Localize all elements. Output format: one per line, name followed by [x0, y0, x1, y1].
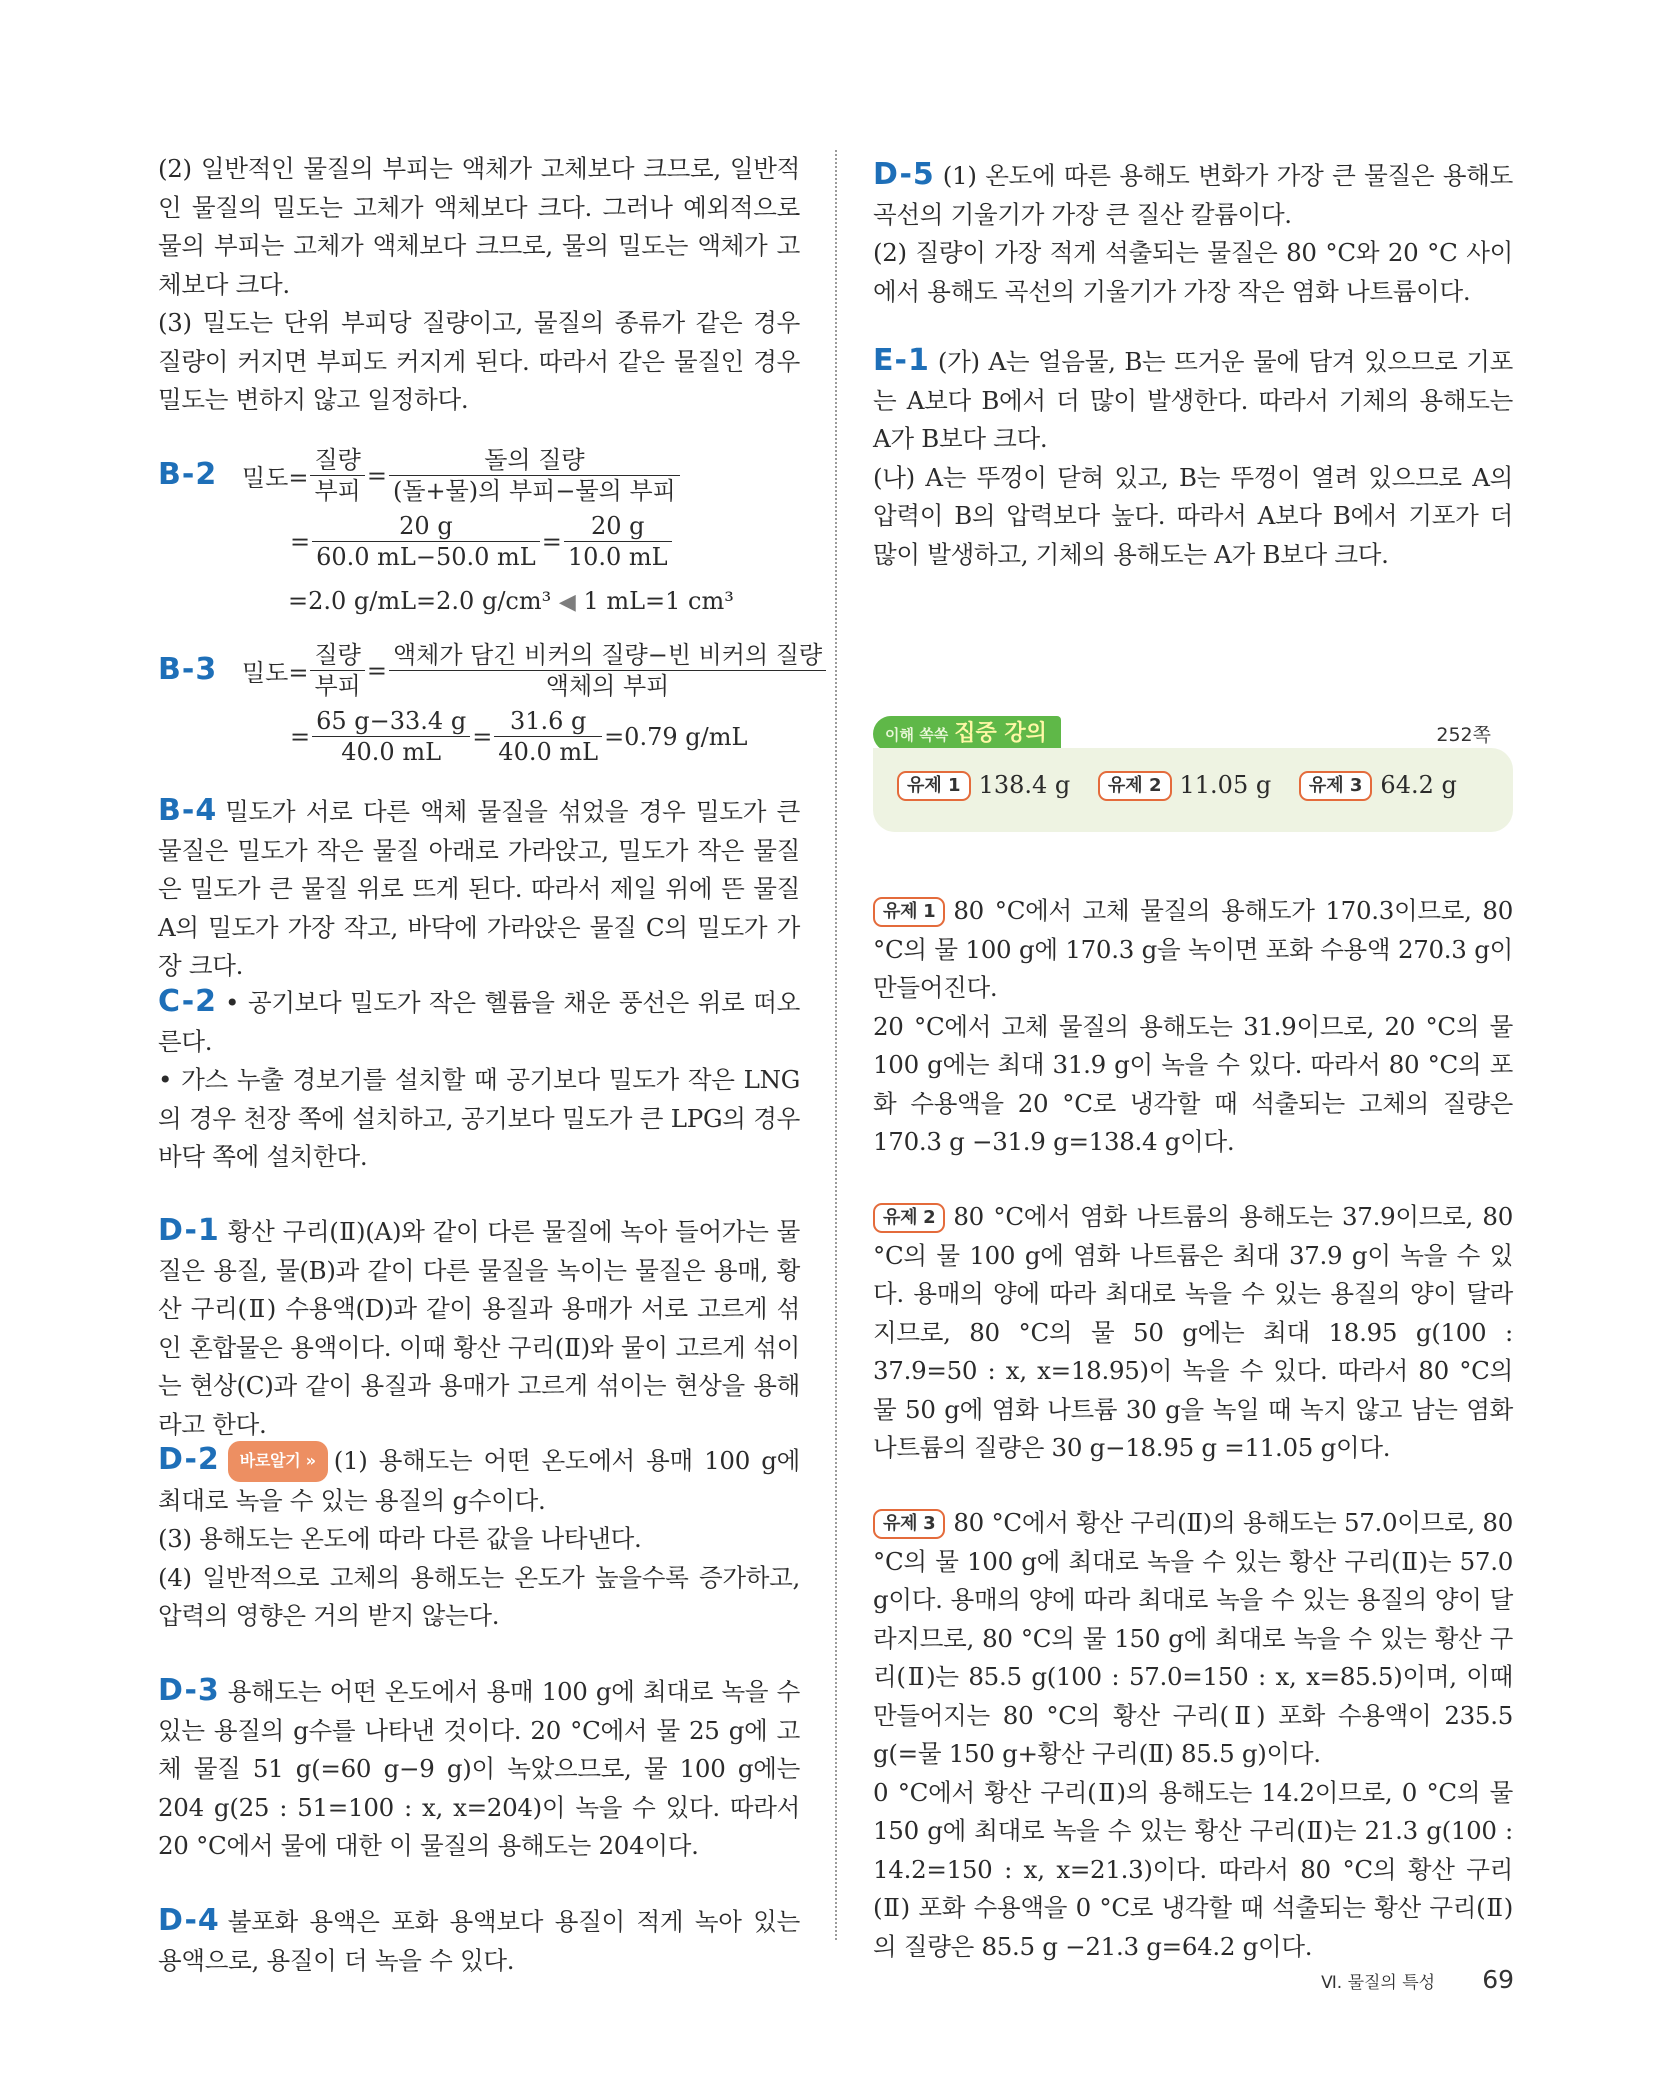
- d5-label: D-5: [873, 157, 935, 192]
- d2-text-2: (3) 용해도는 온도에 따라 다른 값을 나타낸다.: [158, 1524, 642, 1553]
- example-1-tag: 유제 1: [873, 897, 945, 927]
- column-divider: [835, 150, 837, 1940]
- lecture-title: [873, 716, 1061, 752]
- b4-section: [158, 792, 800, 986]
- lecture-title-big: 집중 강의: [954, 721, 1047, 746]
- c2-section: [158, 983, 800, 1177]
- example-1-text-1: 80 °C에서 고체 물질의 용해도가 170.3이므로, 80 °C의 물 100 g에 170.3 g을 녹이면 포화 수용액 270.3 g이 만들어진다.: [873, 896, 1513, 1002]
- c2-text-1: • 공기보다 밀도가 작은 헬륨을 채운 풍선은 위로 떠오른다.: [158, 988, 800, 1056]
- d1-text: 황산 구리(Ⅱ)(A)와 같이 다른 물질에 녹아 들어가는 물질은 용질, 물(B)과 같이 다른 물질을 녹이는 물질은 용매, 황산 구리(Ⅱ) 수용액(D)과 같이 용질과 용매가 서로 고르게 섞인 혼합물은 용액이다. 이때 황산 구리(Ⅱ)와 물이 고르게 섞이는 현상(C)과 같이 용질과 용매가 고르게 섞이는 현상을 용해라고 한다.: [158, 1217, 800, 1439]
- example-2-section: [873, 1198, 1513, 1468]
- b2-lead: 밀도=: [242, 464, 309, 492]
- d2-section: [158, 1441, 800, 1636]
- lecture-title-small: 이해 쏙쏙: [885, 726, 949, 744]
- example-1-section: [873, 892, 1513, 1162]
- b1-continuation: [158, 150, 800, 420]
- d4-text: 불포화 용액은 포화 용액보다 용질이 적게 녹아 있는 용액으로, 용질이 더 녹을 수 있다.: [158, 1907, 800, 1975]
- e1-section: [873, 342, 1513, 574]
- b2-formula-line1: 밀도= $\frac{\text{질량}}{\text{부피}}$ = $\frac{\text{돌의 질량}}{\text{(돌+물)의 부피−물의 부피}}$: [240, 445, 680, 506]
- b2-formula-line3: [288, 587, 734, 615]
- b3-section: [158, 640, 823, 775]
- d3-label: D-3: [158, 1673, 220, 1708]
- b3-fraction-2: $\frac{\text{액체가 담긴 비커의 질량−빈 비커의 질량}}{\text{액체의 부피}}$: [389, 640, 826, 701]
- example-2-tag: 유제 2: [873, 1203, 945, 1233]
- c2-label: C-2: [158, 984, 218, 1019]
- answer-tag-2: 유제 2: [1098, 771, 1172, 801]
- b1-text-3: (3) 밀도는 단위 부피당 질량이고, 물질의 종류가 같은 경우 질량이 커지면 부피도 커지게 된다. 따라서 같은 물질인 경우 밀도는 변하지 않고 일정하다.: [158, 308, 800, 414]
- d2-text-1: (1) 용해도는 어떤 온도에서 용매 100 g에 최대로 녹을 수 있는 용질의 g수이다.: [158, 1446, 800, 1515]
- answer-tag-1: 유제 1: [897, 771, 971, 801]
- b2-fraction-1: $\frac{\text{질량}}{\text{부피}}$: [310, 445, 364, 506]
- d2-text-3: (4) 일반적으로 고체의 용해도는 온도가 높을수록 증가하고, 압력의 영향은 거의 받지 않는다.: [158, 1562, 800, 1630]
- answer-summary-box: [873, 748, 1513, 832]
- b3-formula-line1: 밀도= $\frac{\text{질량}}{\text{부피}}$ = $\frac{\text{액체가 담긴 비커의 질량−빈 비커의 질량}}{\text{액체의 부피}}$: [240, 640, 826, 701]
- e1-label: E-1: [873, 343, 930, 378]
- b3-fraction-3: $\frac{65 g-33.4 g}{40.0 mL}$: [312, 706, 470, 767]
- footer-section-title: Ⅵ. 물질의 특성: [1321, 1973, 1436, 1993]
- b3-result: =0.79 g/mL: [604, 722, 748, 751]
- e1-text-1: (가) A는 얼음물, B는 뜨거운 물에 담겨 있으므로 기포는 A보다 B에서 더 많이 발생한다. 따라서 기체의 용해도는 A가 B보다 크다.: [873, 347, 1513, 453]
- example-3-section: [873, 1504, 1513, 1966]
- b3-formula-line2: = $\frac{65 g-33.4 g}{40.0 mL}$ = $\frac{31.6 g}{40.0 mL}$ =0.79 g/mL: [290, 707, 748, 766]
- example-3-text-2: 0 °C에서 황산 구리(Ⅱ)의 용해도는 14.2이므로, 0 °C의 물 150 g에 최대로 녹을 수 있는 황산 구리(Ⅱ)는 21.3 g(100 : 14.2=150 : x, x=21.3)이다. 따라서 80 °C의 황산 구리(Ⅱ) 포화 수용액을 0 °C로 냉각할 때 석출되는 황산 구리(Ⅱ)의 질량은 85.5 g −21.3 g=64.2 g이다.: [873, 1777, 1513, 1961]
- b3-label: B-3: [158, 652, 218, 687]
- answer-value-2: 11.05 g: [1179, 771, 1272, 799]
- b2-fraction-3: $\frac{20 g}{60.0 mL-50.0 mL}$: [312, 511, 540, 572]
- page-number: 69: [1482, 1965, 1514, 1994]
- b2-section: [158, 445, 800, 620]
- d3-section: [158, 1672, 800, 1866]
- d5-text-1: (1) 온도에 따른 용해도 변화가 가장 큰 물질은 용해도 곡선의 기울기가 가장 큰 질산 칼륨이다.: [873, 161, 1513, 229]
- b2-fraction-2: $\frac{\text{돌의 질량}}{\text{(돌+물)의 부피−물의 부피}}$: [389, 445, 680, 506]
- b2-note: 1 mL=1 cm³: [583, 587, 734, 615]
- d2-label: D-2: [158, 1442, 220, 1477]
- b2-fraction-4: $\frac{20 g}{10.0 mL}$: [564, 511, 672, 572]
- b2-result: =2.0 g/mL=2.0 g/cm³: [288, 587, 552, 615]
- b4-text: 밀도가 서로 다른 액체 물질을 섞었을 경우 밀도가 큰 물질은 밀도가 작은 물질 아래로 가라앉고, 밀도가 작은 물질은 밀도가 큰 물질 위로 뜨게 된다. 따라서 제일 위에 뜬 물질 A의 밀도가 가장 작고, 바닥에 가라앉은 물질 C의 밀도가 가장 크다.: [158, 797, 800, 980]
- c2-text-2: • 가스 누출 경보기를 설치할 때 공기보다 밀도가 작은 LNG의 경우 천장 쪽에 설치하고, 공기보다 밀도가 큰 LPG의 경우 바닥 쪽에 설치한다.: [158, 1065, 800, 1171]
- b2-label: B-2: [158, 457, 218, 492]
- lecture-page-ref: 252쪽: [1436, 724, 1491, 746]
- d1-section: [158, 1212, 800, 1444]
- example-3-text-1: 80 °C에서 황산 구리(Ⅱ)의 용해도는 57.0이므로, 80 °C의 물 100 g에 최대로 녹을 수 있는 황산 구리(Ⅱ)는 57.0 g이다. 용매의 양에 따라 최대로 녹을 수 있는 용질의 양이 달라지므로, 80 °C의 물 150 g에 최대로 녹을 수 있는 황산 구리(Ⅱ)는 85.5 g(100 : 57.0=150 : x, x=85.5)이며, 이때 만들어지는 80 °C의 황산 구리(Ⅱ) 포화 수용액이 235.5 g(=물 150 g+황산 구리(Ⅱ) 85.5 g)이다.: [873, 1508, 1513, 1768]
- example-3-tag: 유제 3: [873, 1509, 945, 1539]
- d1-label: D-1: [158, 1213, 220, 1248]
- b1-text-2: (2) 일반적인 물질의 부피는 액체가 고체보다 크므로, 일반적인 물질의 밀도는 고체가 액체보다 크다. 그러나 예외적으로 물의 부피는 고체가 액체보다 크므로, 물의 밀도는 액체가 고체보다 크다.: [158, 154, 800, 299]
- d5-text-2: (2) 질량이 가장 적게 석출되는 물질은 80 °C와 20 °C 사이에서 용해도 곡선의 기울기가 가장 작은 염화 나트륨이다.: [873, 238, 1513, 306]
- d3-text: 용해도는 어떤 온도에서 용매 100 g에 최대로 녹을 수 있는 용질의 g수를 나타낸 것이다. 20 °C에서 물 25 g에 고체 물질 51 g(=60 g−9 g)이 녹았으므로, 물 100 g에는 204 g(25 : 51=100 : x, x=204)이 녹을 수 있다. 따라서 20 °C에서 물에 대한 이 물질의 용해도는 204이다.: [158, 1677, 800, 1860]
- left-arrow-icon: ◀: [558, 590, 576, 615]
- example-2-text: 80 °C에서 염화 나트륨의 용해도는 37.9이므로, 80 °C의 물 100 g에 염화 나트륨은 최대 37.9 g이 녹을 수 있다. 용매의 양에 따라 최대로 녹을 수 있는 용질의 양이 달라지므로, 80 °C의 물 50 g에는 최대 18.95 g(100 : 37.9=50 : x, x=18.95)이 녹을 수 있다. 따라서 80 °C의 물 50 g에 염화 나트륨 30 g을 녹일 때 녹지 않고 남는 염화 나트륨의 질량은 30 g−18.95 g =11.05 g이다.: [873, 1202, 1513, 1462]
- correction-badge: 바로알기 »: [228, 1441, 328, 1482]
- answer-value-1: 138.4 g: [978, 771, 1071, 799]
- b3-fraction-4: $\frac{31.6 g}{40.0 mL}$: [494, 706, 602, 767]
- answer-value-3: 64.2 g: [1380, 771, 1457, 799]
- d4-section: [158, 1902, 800, 1980]
- d5-section: [873, 156, 1513, 311]
- example-1-text-2: 20 °C에서 고체 물질의 용해도는 31.9이므로, 20 °C의 물 100 g에는 최대 31.9 g이 녹을 수 있다. 따라서 80 °C의 포화 수용액을 20 °C로 냉각할 때 석출되는 고체의 질량은 170.3 g −31.9 g=138.4 g이다.: [873, 1011, 1513, 1156]
- answer-tag-3: 유제 3: [1299, 771, 1373, 801]
- b3-fraction-1: $\frac{\text{질량}}{\text{부피}}$: [310, 640, 364, 701]
- b2-formula-line2: = $\frac{20 g}{60.0 mL-50.0 mL}$ = $\frac{20 g}{10.0 mL}$: [288, 511, 672, 572]
- d4-label: D-4: [158, 1903, 220, 1938]
- b4-label: B-4: [158, 793, 218, 828]
- e1-text-2: (나) A는 뚜껑이 닫혀 있고, B는 뚜껑이 열려 있으므로 A의 압력이 B의 압력보다 높다. 따라서 A보다 B에서 기포가 더 많이 발생하고, 기체의 용해도는 A가 B보다 크다.: [873, 462, 1513, 569]
- page-footer: [1321, 1965, 1514, 1994]
